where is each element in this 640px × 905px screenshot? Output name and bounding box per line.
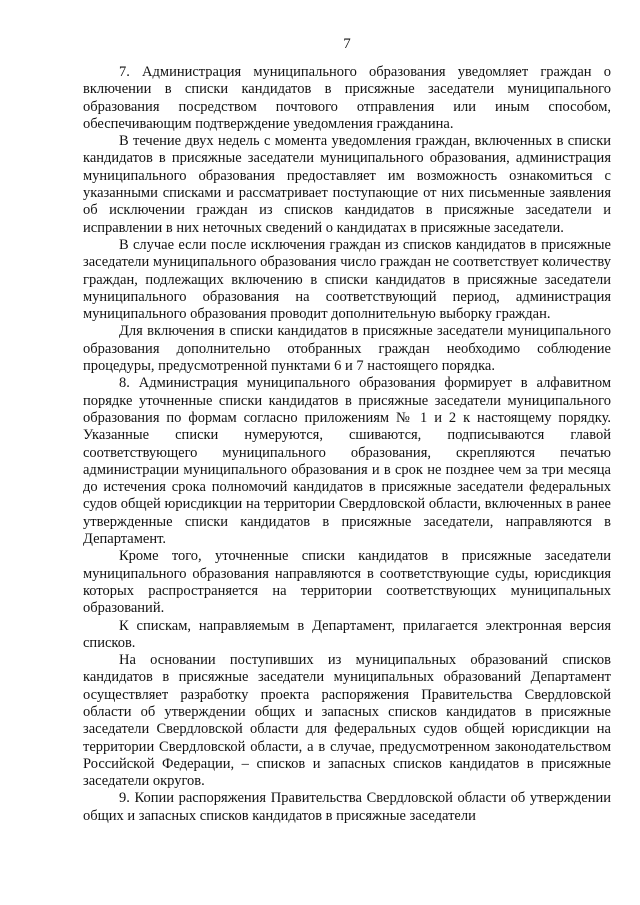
paragraph-additional-procedure: Для включения в списки кандидатов в присяжные заседатели муниципального образования дополнительно отобранных граждан необходимо соблюдение процедуры, предусмотренной пунктами 6 и 7 настоящего порядка. <box>83 323 611 375</box>
paragraph-department-draft: На основании поступивших из муниципальных образований списков кандидатов в присяжные заседатели муниципальных образований Департамент осуществляет разработку проекта распоряжения Правительства Свердловской области об утверждении общих и запасных списков кандидатов в присяжные заседатели Свердловской области для федеральных судов общей юрисдикции на территории Свердловской области, а в случае, предусмотренном законодательством Российской Федерации, – списков и запасных списков кандидатов в присяжные заседатели округов. <box>83 652 611 790</box>
paragraph-additional-selection: В случае если после исключения граждан из списков кандидатов в присяжные заседатели муниципального образования число граждан не соответствует количеству граждан, подлежащих включению в списки кандидатов в присяжные заседатели муниципального образования на соответствующий период, администрация муниципального образования проводит дополнительную выборку граждан. <box>83 236 611 323</box>
paragraph-review-period: В течение двух недель с момента уведомления граждан, включенных в списки кандидатов в присяжные заседатели муниципального образования, администрация муниципального образования предоставляет им возможность ознакомиться с указанными списками и рассматривает поступающие от них письменные заявления об исключении граждан из списков кандидатов в присяжные заседатели и исправлении в них неточных сведений о кандидатах в присяжные заседатели. <box>83 133 611 236</box>
paragraph-courts-lists: Кроме того, уточненные списки кандидатов в присяжные заседатели муниципального образования направляются в соответствующие суды, юрисдикция которых распространяется на территории соответствующих муниципальных образований. <box>83 548 611 617</box>
paragraph-electronic-version: К спискам, направляемым в Департамент, прилагается электронная версия списков. <box>83 617 611 651</box>
paragraph-item-8-lists: 8. Администрация муниципального образования формирует в алфавитном порядке уточненные списки кандидатов в присяжные заседатели муниципального образования по формам согласно приложениям № 1 и 2 к настоящему порядку. Указанные списки нумеруются, сшиваются, подписываются главой соответствующего муниципального образования, скрепляются печатью администрации муниципального образования и в срок не позднее чем за три месяца до истечения срока полномочий кандидатов в присяжные заседатели федеральных судов общей юрисдикции на территории Свердловской области, включенных в ранее утвержденные списки кандидатов в присяжные заседатели, направляются в Департамент. <box>83 375 611 548</box>
page-number: 7 <box>343 36 351 52</box>
paragraph-item-7-notification: 7. Администрация муниципального образования уведомляет граждан о включении в списки кандидатов в присяжные заседатели муниципального образования посредством почтового отправления или иным способом, обеспечивающим подтверждение уведомления гражданина. <box>83 64 611 132</box>
paragraph-item-9-copies: 9. Копии распоряжения Правительства Свердловской области об утверждении общих и запасных списков кандидатов в присяжные заседатели <box>83 790 611 824</box>
